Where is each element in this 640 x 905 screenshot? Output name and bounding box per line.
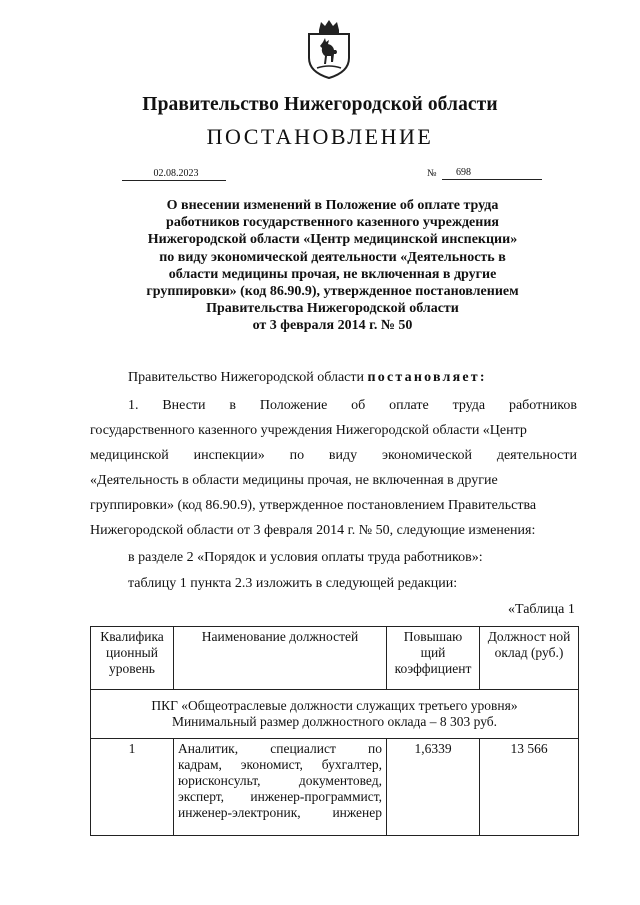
word: юрисконсульт, (178, 773, 261, 788)
word: по (368, 741, 382, 756)
cell-coefficient: 1,6339 (387, 739, 480, 836)
item1-line1 (128, 398, 577, 414)
document-date: 02.08.2023 (122, 167, 226, 181)
word: Внести (162, 398, 206, 413)
header-position: Наименование должностей (174, 627, 387, 690)
header-level: Квалифика ционный уровень (91, 627, 174, 690)
cell-level: 1 (91, 739, 174, 836)
title-line: Правительства Нижегородской области (206, 301, 459, 317)
word: кадрам, (178, 757, 222, 772)
word: инженер-программист, (250, 789, 382, 804)
pkg-group-title: ПКГ «Общеотраслевые должности служащих третьего уровня» (151, 698, 518, 713)
pkg-group-cell (91, 690, 579, 739)
table-caption: «Таблица 1 (508, 602, 575, 617)
item1-line2: государственного казенного учреждения Нижегородской области «Центр (90, 423, 527, 438)
organization-name: Правительство Нижегородской области (142, 94, 498, 115)
title-line: по виду экономической деятельности «Деятельность в (159, 249, 506, 265)
title-line: О внесении изменений в Положение об оплате труда (166, 198, 499, 213)
title-line: Нижегородской области «Центр медицинской инспекции» (147, 232, 518, 248)
title-line: группировки» (код 86.90.9), утвержденное постановлением (146, 284, 519, 300)
item1-line5: группировки» (код 86.90.9), утвержденное постановлением Правительства (90, 498, 537, 513)
document-number: 698 (442, 166, 542, 180)
word: виду (328, 448, 358, 463)
word: инспекции» (193, 448, 265, 463)
word: специалист (270, 741, 336, 756)
table-row (91, 739, 579, 836)
word: инженер-электроник, (178, 805, 301, 820)
word: деятельности (496, 448, 577, 463)
word: бухгалтер, (321, 757, 382, 772)
positions-line (178, 805, 382, 821)
resolution-line (128, 370, 487, 386)
resolution-prefix: Правительство Нижегородской области (128, 370, 364, 385)
document-type: ПОСТАНОВЛЕНИЕ (206, 124, 434, 149)
coat-of-arms-emblem (303, 18, 355, 80)
word: документовед, (298, 773, 382, 788)
item1-line3 (90, 448, 577, 464)
word: Аналитик, (178, 741, 239, 756)
document-title (90, 197, 575, 335)
word: инженер (332, 805, 382, 820)
salary-table (90, 626, 579, 836)
table-intro-line: таблицу 1 пункта 2.3 изложить в следующей редакции: (128, 576, 458, 591)
table-row (91, 690, 579, 739)
word: по (289, 448, 305, 463)
item1-line6: Нижегородской области от 3 февраля 2014 г. № 50, следующие изменения: (90, 523, 536, 538)
item1-number: 1. (128, 398, 139, 413)
item1-line4: «Деятельность в области медицины прочая, не включенная в другие (90, 473, 498, 488)
title-line: области медицины прочая, не включенная в другие (168, 266, 497, 282)
positions-line (178, 789, 382, 805)
word: оплате (389, 398, 429, 413)
word: в (229, 398, 236, 413)
cell-salary: 13 566 (480, 739, 579, 836)
word: труда (452, 398, 486, 413)
positions-line (178, 773, 382, 789)
title-line: работников государственного казенного учреждения (166, 215, 499, 231)
word: медицинской (90, 448, 169, 463)
word: экономической (381, 448, 473, 463)
cell-positions (174, 739, 387, 836)
resolution-word: постановляет: (367, 370, 487, 385)
positions-line (178, 741, 382, 757)
pkg-min-salary: Минимальный размер должностного оклада – 8 303 руб. (171, 714, 498, 729)
word: эксперт, (178, 789, 225, 804)
word: об (351, 398, 366, 413)
number-label: № (427, 168, 437, 179)
word: работников (508, 398, 577, 413)
title-line: от 3 февраля 2014 г. № 50 (252, 318, 413, 334)
section-line: в разделе 2 «Порядок и условия оплаты труда работников»: (128, 550, 483, 565)
positions-line (178, 757, 382, 773)
table-header-row (91, 627, 579, 690)
word: экономист, (240, 757, 303, 772)
header-salary: Должност ной оклад (руб.) (480, 627, 579, 690)
word: Положение (259, 398, 328, 413)
header-coefficient: Повышаю щий коэффициент (387, 627, 480, 690)
